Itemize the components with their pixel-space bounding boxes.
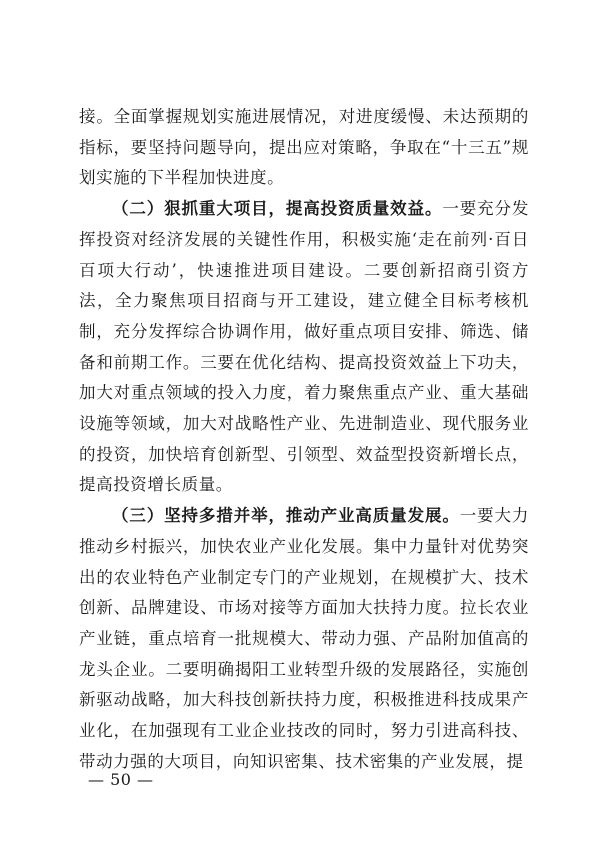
paragraph-body: 接。全面掌握规划实施进展情况，对进度缓慢、未达预期的指标，要坚持问题导向，提出应对策略，争取在“十三五”规划实施的下半程加快进度。 (79, 107, 529, 188)
paragraph-major-projects (79, 194, 529, 501)
body-text (79, 102, 529, 777)
page-number: — 50 — (88, 770, 154, 789)
section-heading: （二）狠抓重大项目，提高投资质量效益。 (112, 199, 443, 219)
paragraph-body: 一要大力推动乡村振兴，加快农业产业化发展。集中力量针对优势突出的农业特色产业制定专门的产业规划，在规模扩大、技术创新、品牌建设、市场对接等方面加大扶持力度。拉长农业产业链，重点培育一批规模大、带动力强、产品附加值高的龙头企业。二要明确揭阳工业转型升级的发展路径，实施创新驱动战略，加大科技创新扶持力度，积极推进科技成果产业化，在加强现有工业企业技改的同时，努力引进高科技、带动力强的大项目，向知识密集、技术密集的产业发展，提 (79, 506, 529, 771)
paragraph-industry-development (79, 501, 529, 777)
section-heading: （三）坚持多措并举，推动产业高质量发展。 (112, 506, 460, 526)
paragraph-body: 一要充分发挥投资对经济发展的关键性作用，积极实施‘走在前列·百日百项大行动’，快速推进项目建设。二要创新招商引资方法，全力聚焦项目招商与开工建设，建立健全目标考核机制，充分发挥综合协调作用，做好重点项目安排、筛选、储备和前期工作。三要在优化结构、提高投资效益上下功夫，加大对重点领域的投入力度，着力聚焦重点产业、重大基础设施等领域，加大对战略性产业、先进制造业、现代服务业的投资，加快培育创新型、引领型、效益型投资新增长点，提高投资增长质量。 (79, 199, 530, 495)
paragraph-continuation (79, 102, 529, 194)
